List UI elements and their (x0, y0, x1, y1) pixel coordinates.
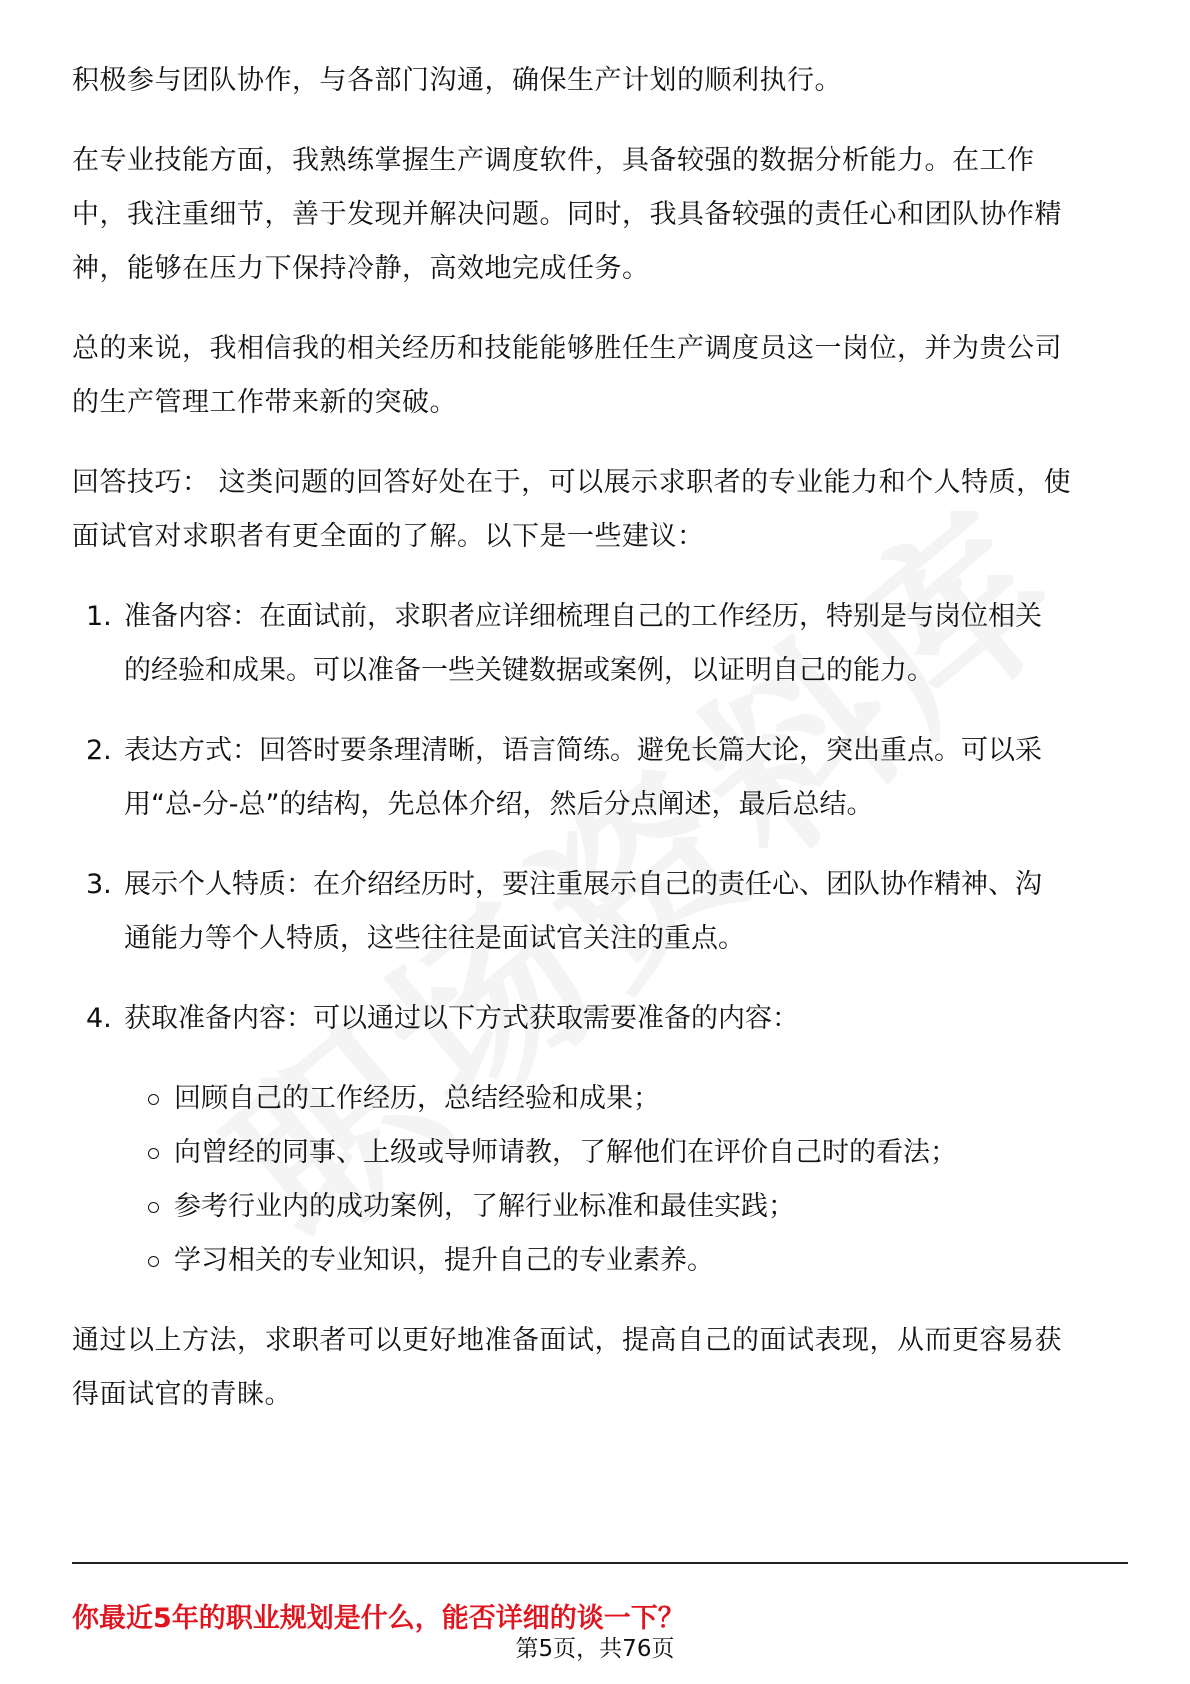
list-item-line-2: 通能力等个人特质，这些往往是面试官关注的重点。 (124, 923, 745, 954)
paragraph-1: 积极参与团队协作，与各部门沟通，确保生产计划的顺利执行。 (72, 65, 842, 96)
paragraph-2-line-1: 在专业技能方面，我熟练掌握生产调度软件，具备较强的数据分析能力。在工作 (72, 145, 1035, 176)
list-number: 1. (86, 601, 112, 632)
list-item-line-1: 获取准备内容：可以通过以下方式获取需要准备的内容： (124, 1003, 799, 1034)
tips-line-1: 回答技巧： 这类问题的回答好处在于，可以展示求职者的专业能力和个人特质，使 (72, 467, 1072, 498)
sub-list-text: 回顾自己的工作经历，总结经验和成果； (174, 1083, 660, 1114)
tips-line-2: 面试官对求职者有更全面的了解。以下是一些建议： (72, 521, 705, 552)
circle-bullet-icon (148, 1148, 159, 1159)
circle-bullet-icon (148, 1256, 159, 1267)
list-item-line-2: 的经验和成果。可以准备一些关键数据或案例，以证明自己的能力。 (124, 655, 934, 686)
paragraph-2-line-2: 中，我注重细节，善于发现并解决问题。同时，我具备较强的责任心和团队协作精 (72, 199, 1062, 230)
paragraph-3-line-2: 的生产管理工作带来新的突破。 (72, 387, 457, 418)
circle-bullet-icon (148, 1094, 159, 1105)
list-number: 2. (86, 735, 112, 766)
paragraph-3-line-1: 总的来说，我相信我的相关经历和技能能够胜任生产调度员这一岗位，并为贵公司 (72, 333, 1062, 364)
list-item-line-1: 准备内容：在面试前，求职者应详细梳理自己的工作经历，特别是与岗位相关 (124, 601, 1042, 632)
sub-list-text: 学习相关的专业知识，提升自己的专业素养。 (174, 1245, 714, 1276)
paragraph-5-line-2: 得面试官的青睐。 (72, 1379, 292, 1410)
list-item-line-2: 用“总-分-总”的结构，先总体介绍，然后分点阐述，最后总结。 (124, 789, 874, 820)
divider (72, 1562, 1128, 1564)
next-question-heading: 你最近5年的职业规划是什么，能否详细的谈一下？ (72, 1603, 685, 1634)
list-number: 3. (86, 869, 112, 900)
list-item-line-1: 表达方式：回答时要条理清晰，语言简练。避免长篇大论，突出重点。可以采 (124, 735, 1042, 766)
sub-list-text: 参考行业内的成功案例，了解行业标准和最佳实践； (174, 1191, 795, 1222)
circle-bullet-icon (148, 1202, 159, 1213)
sub-list-text: 向曾经的同事、上级或导师请教，了解他们在评价自己时的看法； (174, 1137, 957, 1168)
paragraph-5-line-1: 通过以上方法，求职者可以更好地准备面试，提高自己的面试表现，从而更容易获 (72, 1325, 1062, 1356)
page-number: 第5页，共76页 (515, 1636, 675, 1662)
list-item-line-1: 展示个人特质：在介绍经历时，要注重展示自己的责任心、团队协作精神、沟 (124, 869, 1042, 900)
paragraph-2-line-3: 神，能够在压力下保持冷静，高效地完成任务。 (72, 253, 650, 284)
list-number: 4. (86, 1003, 112, 1034)
